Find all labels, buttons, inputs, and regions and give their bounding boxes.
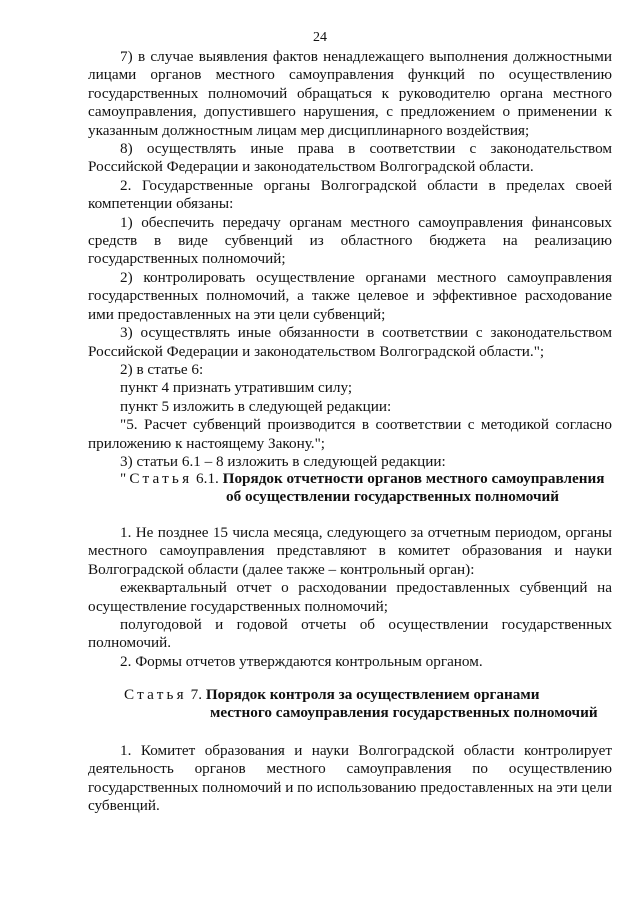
- article-number: 6.1.: [196, 470, 219, 487]
- paragraph: 3) осуществлять иные обязанности в соответствии с законодательством Российской Федерации и законодательством Волгоградской области.";: [88, 324, 612, 360]
- paragraph: пункт 5 изложить в следующей редакции:: [120, 397, 392, 415]
- paragraph: 7) в случае выявления фактов ненадлежащего выполнения должностными лицами органов местного самоуправления функций по осуществлению государственных полномочий обращаться к руководителю органа местного самоуправления, допустившего нарушения, с предложением о применении к указанным должностным лицам мер дисциплинарного воздействия;: [88, 48, 612, 139]
- paragraph: "5. Расчет субвенций производится в соответствии с методикой согласно приложению к настоящему Закону.";: [88, 416, 612, 452]
- article-title-line2: местного самоуправления государственных полномочий: [210, 704, 598, 722]
- paragraph: 8) осуществлять иные права в соответствии с законодательством Российской Федерации и законодательством Волгоградской области.: [88, 140, 612, 176]
- paragraph: 2) в статье 6:: [120, 360, 204, 378]
- paragraph: 1. Комитет образования и науки Волгоградской области контролирует деятельность органов местного самоуправления по осуществлению государственных полномочий и по использованию предоставленных на эти цели субвенций.: [88, 742, 612, 815]
- paragraph: полугодовой и годовой отчеты об осуществлении государственных полномочий.: [88, 616, 612, 652]
- article-title-line1: Порядок контроля за осуществлением органами: [205, 686, 540, 703]
- article-title-line1: Порядок отчетности органов местного самоуправления: [222, 470, 605, 487]
- paragraph: 2. Формы отчетов утверждаются контрольным органом.: [120, 652, 483, 670]
- paragraph: пункт 4 признать утратившим силу;: [120, 379, 353, 397]
- intro-section: [88, 48, 612, 471]
- article-number: 7.: [190, 686, 203, 703]
- article-label: Статья: [124, 686, 187, 703]
- paragraph: 1. Не позднее 15 числа месяца, следующего за отчетным периодом, органы местного самоуправления представляют в комитет образования и науки Волгоградской области (далее также – контрольный орган):: [88, 524, 612, 578]
- paragraph: 2) контролировать осуществление органами местного самоуправления государственных полномочий, а также целевое и эффективное расходование ими предоставленных на эти цели субвенций;: [88, 268, 612, 323]
- paragraph: 3) статьи 6.1 – 8 изложить в следующей редакции:: [120, 452, 446, 470]
- article-label: "Статья: [120, 470, 193, 487]
- article-7-heading: [88, 686, 612, 723]
- paragraph: ежеквартальный отчет о расходовании предоставленных субвенций на осуществление государственных полномочий;: [88, 579, 612, 615]
- page-number: 24: [313, 30, 327, 45]
- article-6-1-body: [88, 524, 612, 671]
- paragraph: 1) обеспечить передачу органам местного самоуправления финансовых средств в виде субвенций из областного бюджета на реализацию государственных полномочий;: [88, 213, 612, 268]
- article-7-body: [88, 742, 612, 816]
- article-6-1-heading: [88, 470, 612, 507]
- paragraph: 2. Государственные органы Волгоградской области в пределах своей компетенции обязаны:: [88, 176, 612, 213]
- article-title-line2: об осуществлении государственных полномочий: [226, 488, 560, 506]
